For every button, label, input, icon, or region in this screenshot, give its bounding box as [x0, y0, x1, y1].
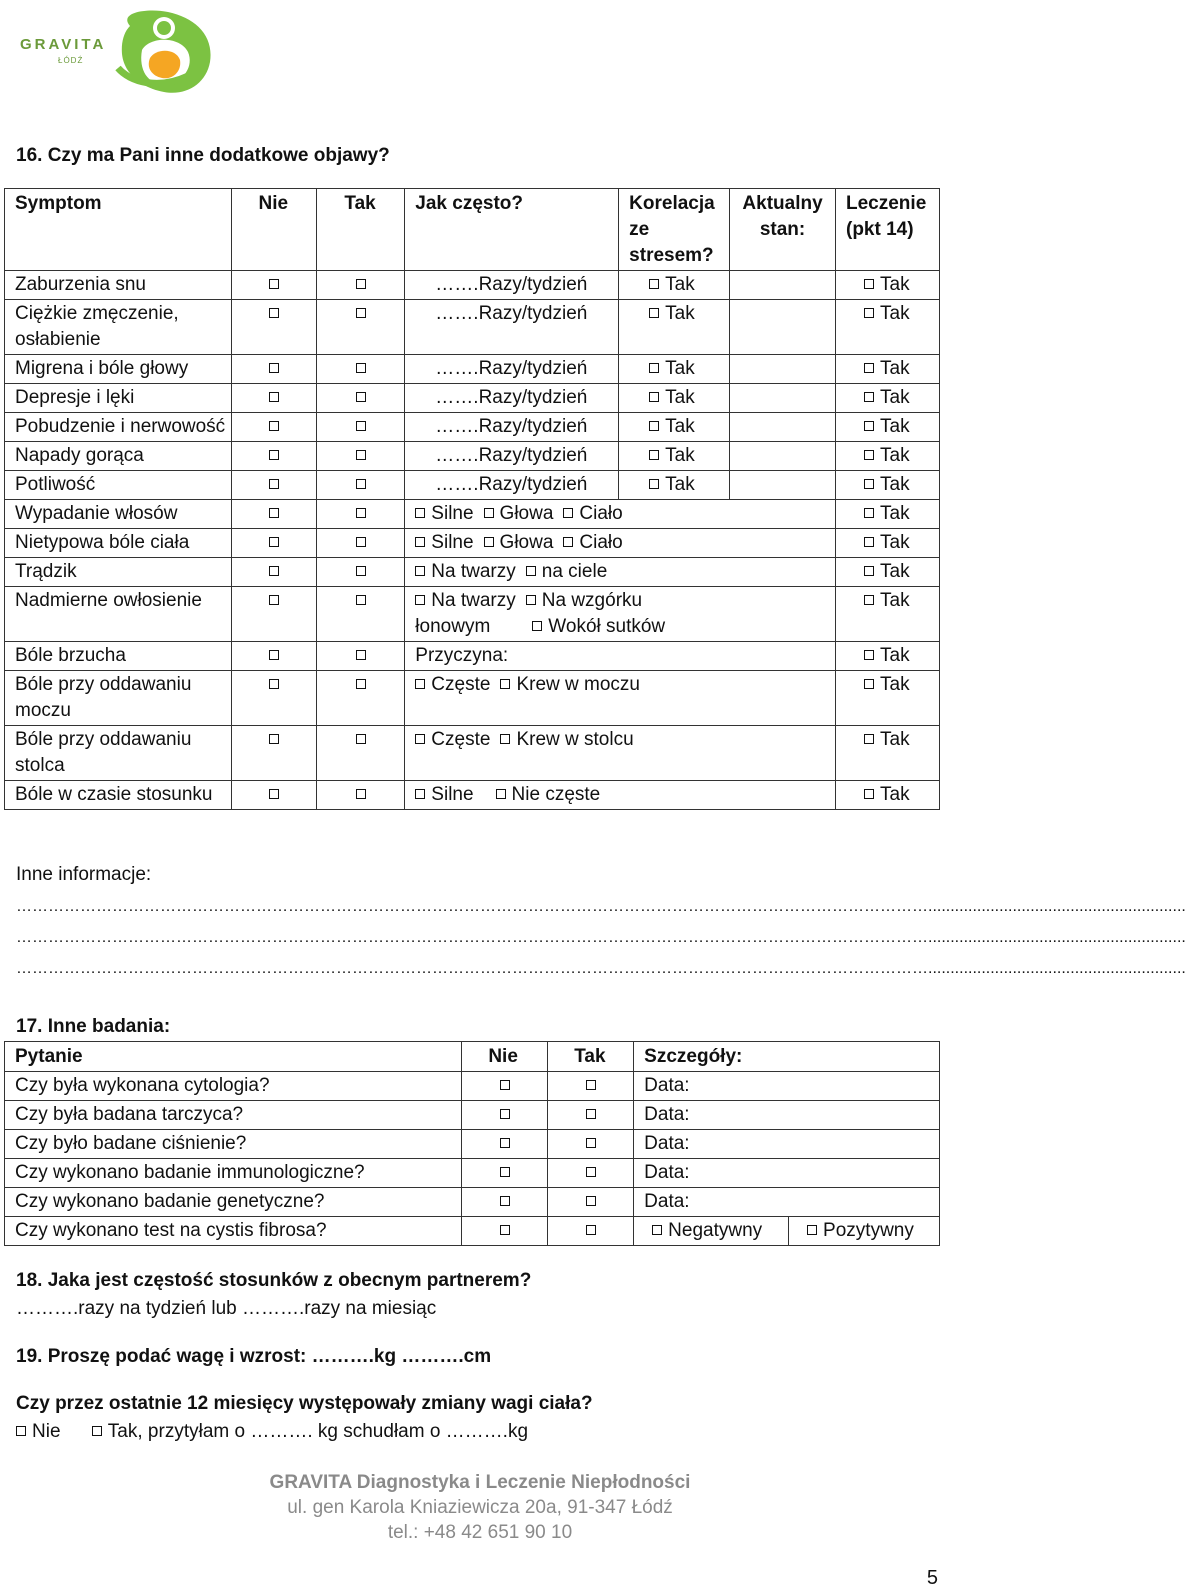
inne-informacje-label: Inne informacje: [16, 864, 152, 885]
q18-title: 18. Jaka jest częstość stosunków z obecnym partnerem? [16, 1270, 532, 1291]
page-number: 5 [926, 1567, 938, 1589]
symptom-row [5, 442, 940, 471]
symptom-label: Trądzik [5, 558, 232, 587]
cialo-checkbox[interactable] [563, 537, 573, 547]
tak-checkbox[interactable] [356, 595, 366, 605]
tak-label: Tak [665, 303, 695, 324]
treatment-checkbox[interactable] [864, 392, 874, 402]
silne-label: Silne [431, 532, 474, 553]
tak-checkbox[interactable] [356, 450, 366, 460]
pozytywny-checkbox[interactable] [807, 1225, 817, 1235]
nie-checkbox[interactable] [269, 537, 279, 547]
tak-checkbox[interactable] [356, 363, 366, 373]
silne-label: Silne [431, 784, 474, 805]
test-row [5, 1188, 940, 1217]
treatment-checkbox[interactable] [864, 421, 874, 431]
symptoms-header-row [5, 189, 940, 271]
q18-answer-line[interactable]: ……….razy na tydzień lub ……….razy na miesiąc [16, 1298, 437, 1319]
date-label: Data: [644, 1104, 690, 1125]
tak-checkbox[interactable] [356, 308, 366, 318]
na-twarzy-checkbox[interactable] [415, 595, 425, 605]
krew-label: Krew w moczu [516, 674, 640, 695]
treatment-checkbox[interactable] [864, 679, 874, 689]
date-label: Data: [644, 1162, 690, 1183]
symptom-row [5, 271, 940, 300]
tak-label: Tak [665, 416, 695, 437]
treatment-checkbox[interactable] [864, 734, 874, 744]
treatment-checkbox[interactable] [864, 566, 874, 576]
tak-checkbox[interactable] [586, 1225, 596, 1235]
lonowym-label: łonowym [415, 616, 491, 637]
wokol-checkbox[interactable] [532, 621, 542, 631]
na-wzgorku-label: Na wzgórku [541, 590, 643, 611]
nie-checkbox[interactable] [269, 789, 279, 799]
tak-label: Tak [880, 303, 910, 324]
przyczyna-label: Przyczyna: [415, 645, 509, 666]
date-field[interactable] [634, 1188, 940, 1217]
symptom-row [5, 726, 940, 781]
col-pytanie: Pytanie [5, 1042, 462, 1072]
tak-label: Tak [880, 387, 910, 408]
krew-label: Krew w stolcu [516, 729, 634, 750]
stress-checkbox[interactable] [649, 308, 659, 318]
nie-checkbox[interactable] [269, 566, 279, 576]
col-tak: Tak [548, 1042, 634, 1072]
nie-czeste-label: Nie częste [511, 784, 601, 805]
tak-label: Tak [880, 784, 910, 805]
tak-checkbox[interactable] [356, 734, 366, 744]
cialo-checkbox[interactable] [563, 508, 573, 518]
aktualny-cell[interactable] [730, 384, 836, 413]
col-jak-czesto: Jak często? [405, 189, 619, 271]
symptom-row [5, 642, 940, 671]
nie-checkbox[interactable] [500, 1080, 510, 1090]
krew-checkbox[interactable] [500, 734, 510, 744]
tak-checkbox[interactable] [356, 679, 366, 689]
symptom-row [5, 558, 940, 587]
symptom-row [5, 587, 940, 642]
symptom-label: Bóle przy oddawaniu stolca [5, 726, 232, 781]
tak-label: Tak [880, 561, 910, 582]
treatment-checkbox[interactable] [864, 650, 874, 660]
tak-checkbox[interactable] [356, 789, 366, 799]
symptom-row [5, 355, 940, 384]
weight-tak-checkbox[interactable] [92, 1426, 102, 1436]
weight-options [16, 1421, 528, 1443]
tak-checkbox[interactable] [356, 508, 366, 518]
symptom-label: Bóle przy oddawaniu moczu [5, 671, 232, 726]
aktualny-cell[interactable] [730, 271, 836, 300]
notes-line[interactable]: ……………………………………………………………………………………………………………………………………………………….......................................................... [16, 960, 1186, 977]
nie-checkbox[interactable] [269, 308, 279, 318]
tak-checkbox[interactable] [356, 421, 366, 431]
czeste-label: Częste [431, 729, 491, 750]
nie-checkbox[interactable] [269, 363, 279, 373]
nie-checkbox[interactable] [500, 1109, 510, 1119]
tak-label: Tak [880, 674, 910, 695]
silne-label: Silne [431, 503, 474, 524]
tak-label: Tak [880, 445, 910, 466]
tak-checkbox[interactable] [586, 1109, 596, 1119]
tak-label: Tak [665, 387, 695, 408]
glowa-checkbox[interactable] [484, 508, 494, 518]
na-twarzy-label: Na twarzy [431, 561, 516, 582]
cialo-label: Ciało [579, 503, 623, 524]
question-label: Czy wykonano badanie genetyczne? [5, 1188, 462, 1217]
tak-checkbox[interactable] [356, 392, 366, 402]
question-label: Czy było badane ciśnienie? [5, 1130, 462, 1159]
question-label: Czy była badana tarczyca? [5, 1101, 462, 1130]
stress-checkbox[interactable] [649, 479, 659, 489]
date-label: Data: [644, 1191, 690, 1212]
symptom-label: Wypadanie włosów [5, 500, 232, 529]
tak-label: Tak [880, 532, 910, 553]
symptom-label: Migrena i bóle głowy [5, 355, 232, 384]
weight-nie-checkbox[interactable] [16, 1426, 26, 1436]
symptom-label: Nietypowa bóle ciała [5, 529, 232, 558]
tak-checkbox[interactable] [586, 1167, 596, 1177]
na-ciele-label: na ciele [541, 561, 608, 582]
symptom-row [5, 471, 940, 500]
na-ciele-checkbox[interactable] [526, 566, 536, 576]
treatment-checkbox[interactable] [864, 789, 874, 799]
pozytywny-label: Pozytywny [823, 1220, 914, 1241]
question-label: Czy była wykonana cytologia? [5, 1072, 462, 1101]
tak-checkbox[interactable] [356, 566, 366, 576]
stress-checkbox[interactable] [649, 450, 659, 460]
symptom-label: Bóle w czasie stosunku [5, 781, 232, 810]
glowa-checkbox[interactable] [484, 537, 494, 547]
logo-brand: GRAVITA [20, 36, 107, 53]
cialo-label: Ciało [579, 532, 623, 553]
frequency-field[interactable]: …….Razy/tydzień [405, 355, 619, 384]
tak-checkbox[interactable] [586, 1080, 596, 1090]
symptom-row [5, 413, 940, 442]
q16-title: 16. Czy ma Pani inne dodatkowe objawy? [16, 145, 390, 166]
stress-checkbox[interactable] [649, 279, 659, 289]
symptom-label: Potliwość [5, 471, 232, 500]
col-korelacja: Korelacja ze stresem? [619, 189, 730, 271]
symptom-row [5, 500, 940, 529]
stress-checkbox[interactable] [649, 363, 659, 373]
col-symptom: Symptom [5, 189, 232, 271]
symptom-row [5, 781, 940, 810]
tak-label: Tak [880, 274, 910, 295]
tak-label: Tak [665, 474, 695, 495]
glowa-label: Głowa [499, 532, 554, 553]
tak-label: Tak [665, 445, 695, 466]
stress-checkbox[interactable] [649, 392, 659, 402]
test-row [5, 1159, 940, 1188]
q19-title: 19. Proszę podać wagę i wzrost: ……….kg ……….cm [16, 1346, 492, 1367]
symptom-label: Zaburzenia snu [5, 271, 232, 300]
nie-checkbox[interactable] [500, 1167, 510, 1177]
aktualny-cell[interactable] [730, 442, 836, 471]
frequency-field[interactable]: …….Razy/tydzień [405, 442, 619, 471]
symptom-row [5, 384, 940, 413]
symptom-label: Nadmierne owłosienie [5, 587, 232, 642]
silne-checkbox[interactable] [415, 508, 425, 518]
symptom-label: Napady gorąca [5, 442, 232, 471]
footer-address: ul. gen Karola Kniaziewicza 20a, 91-347 Łódź [287, 1497, 673, 1518]
question-label: Czy wykonano test na cystis fibrosa? [5, 1217, 462, 1246]
logo-city: ŁÓDŹ [58, 56, 84, 65]
col-tak: Tak [317, 189, 405, 271]
na-twarzy-checkbox[interactable] [415, 566, 425, 576]
symptom-row [5, 300, 940, 355]
nie-checkbox[interactable] [269, 479, 279, 489]
treatment-checkbox[interactable] [864, 279, 874, 289]
frequency-field[interactable]: …….Razy/tydzień [405, 300, 619, 355]
footer-phone: tel.: +48 42 651 90 10 [387, 1522, 573, 1543]
czeste-checkbox[interactable] [415, 734, 425, 744]
tak-checkbox[interactable] [356, 537, 366, 547]
date-field[interactable] [634, 1101, 940, 1130]
negatywny-label: Negatywny [668, 1220, 763, 1241]
przyczyna-field[interactable] [405, 642, 836, 671]
gravita-logo [18, 6, 218, 98]
tak-label: Tak [880, 474, 910, 495]
tak-label: Tak [880, 503, 910, 524]
test-row [5, 1130, 940, 1159]
nie-checkbox[interactable] [500, 1196, 510, 1206]
date-label: Data: [644, 1133, 690, 1154]
silne-checkbox[interactable] [415, 789, 425, 799]
col-aktualny: Aktualny stan: [730, 189, 836, 271]
nie-checkbox[interactable] [269, 279, 279, 289]
nie-checkbox[interactable] [500, 1225, 510, 1235]
na-wzgorku-checkbox[interactable] [526, 595, 536, 605]
frequency-field[interactable]: …….Razy/tydzień [405, 471, 619, 500]
nie-checkbox[interactable] [269, 595, 279, 605]
test-row [5, 1072, 940, 1101]
symptoms-table [4, 188, 940, 810]
treatment-checkbox[interactable] [864, 363, 874, 373]
q17-title: 17. Inne badania: [16, 1016, 171, 1037]
frequency-field[interactable]: …….Razy/tydzień [405, 413, 619, 442]
frequency-field[interactable]: …….Razy/tydzień [405, 384, 619, 413]
treatment-checkbox[interactable] [864, 308, 874, 318]
tak-checkbox[interactable] [356, 650, 366, 660]
date-field[interactable] [634, 1159, 940, 1188]
test-row [5, 1217, 940, 1246]
stress-checkbox[interactable] [649, 421, 659, 431]
weight-question: Czy przez ostatnie 12 miesięcy występowały zmiany wagi ciała? [16, 1393, 593, 1414]
tests-header-row [5, 1042, 940, 1072]
tak-label: Tak [880, 645, 910, 666]
symptom-row [5, 671, 940, 726]
col-leczenie: Leczenie (pkt 14) [836, 189, 940, 271]
aktualny-cell[interactable] [730, 413, 836, 442]
tests-table [4, 1041, 940, 1246]
nie-checkbox[interactable] [269, 734, 279, 744]
date-field[interactable] [634, 1072, 940, 1101]
treatment-checkbox[interactable] [864, 537, 874, 547]
col-nie: Nie [231, 189, 317, 271]
krew-checkbox[interactable] [500, 679, 510, 689]
tak-checkbox[interactable] [586, 1138, 596, 1148]
nie-checkbox[interactable] [269, 421, 279, 431]
date-label: Data: [644, 1075, 690, 1096]
treatment-checkbox[interactable] [864, 450, 874, 460]
aktualny-cell[interactable] [730, 300, 836, 355]
tak-label: Tak [665, 274, 695, 295]
weight-tak-label: Tak, przytyłam o ………. kg schudłam o ……….kg [107, 1421, 529, 1442]
glowa-label: Głowa [499, 503, 554, 524]
treatment-checkbox[interactable] [864, 508, 874, 518]
wokol-label: Wokół sutków [548, 616, 666, 637]
nie-checkbox[interactable] [269, 508, 279, 518]
na-twarzy-label: Na twarzy [431, 590, 516, 611]
tak-checkbox[interactable] [586, 1196, 596, 1206]
tak-label: Tak [665, 358, 695, 379]
tak-label: Tak [880, 416, 910, 437]
treatment-checkbox[interactable] [864, 479, 874, 489]
nie-checkbox[interactable] [269, 679, 279, 689]
col-nie: Nie [462, 1042, 548, 1072]
symptom-label: Pobudzenie i nerwowość [5, 413, 232, 442]
date-field[interactable] [634, 1130, 940, 1159]
nie-checkbox[interactable] [500, 1138, 510, 1148]
treatment-checkbox[interactable] [864, 595, 874, 605]
tak-checkbox[interactable] [356, 479, 366, 489]
czeste-checkbox[interactable] [415, 679, 425, 689]
aktualny-cell[interactable] [730, 471, 836, 500]
notes-line[interactable]: ……………………………………………………………………………………………………………………………………………………….......................................................... [16, 898, 1186, 915]
nie-checkbox[interactable] [269, 450, 279, 460]
tak-label: Tak [880, 729, 910, 750]
negatywny-checkbox[interactable] [652, 1225, 662, 1235]
col-szczegoly: Szczegóły: [634, 1042, 940, 1072]
notes-line[interactable]: ……………………………………………………………………………………………………………………………………………………….......................................................... [16, 929, 1186, 946]
footer-name: GRAVITA Diagnostyka i Leczenie Niepłodności [269, 1472, 691, 1493]
frequency-field[interactable]: …….Razy/tydzień [405, 271, 619, 300]
weight-nie-label: Nie [32, 1421, 61, 1442]
tak-label: Tak [880, 590, 910, 611]
symptom-label: Depresje i lęki [5, 384, 232, 413]
test-row [5, 1101, 940, 1130]
symptom-row [5, 529, 940, 558]
tak-checkbox[interactable] [356, 279, 366, 289]
czeste-label: Częste [431, 674, 491, 695]
symptom-label: Bóle brzucha [5, 642, 232, 671]
nie-czeste-checkbox[interactable] [496, 789, 506, 799]
silne-checkbox[interactable] [415, 537, 425, 547]
aktualny-cell[interactable] [730, 355, 836, 384]
question-label: Czy wykonano badanie immunologiczne? [5, 1159, 462, 1188]
tak-label: Tak [880, 358, 910, 379]
nie-checkbox[interactable] [269, 650, 279, 660]
symptom-label: Ciężkie zmęczenie, osłabienie [5, 300, 232, 355]
nie-checkbox[interactable] [269, 392, 279, 402]
